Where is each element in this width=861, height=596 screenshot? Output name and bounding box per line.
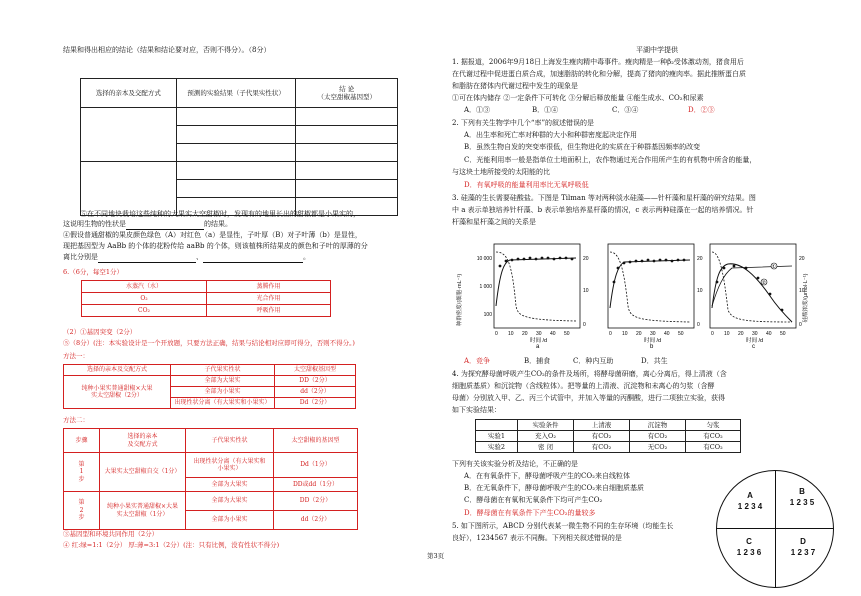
question-5-line2: 这说明生物的性状是 的结果。 (63, 220, 232, 230)
question-6-line2: 现把基因型为 AaBb 的个体的花粉传给 aaBb 的个体，则该植株所结果皮的颜色和子叶的厚薄的分 (63, 242, 368, 250)
q4-results-table (475, 419, 741, 453)
q1-option-b[interactable]: B．①④ (532, 106, 559, 114)
t4-cell: 有CO₂ (574, 442, 630, 453)
design-table (80, 78, 398, 216)
answer-cell: 光合作用 (207, 293, 331, 305)
design-table-cell[interactable] (176, 108, 296, 126)
design-table-cell[interactable] (81, 108, 177, 162)
q1-line3: 和脂肪在猪体内代谢过程中发生的现象是 (452, 82, 578, 90)
x-axis-label: 时间 /d (530, 338, 548, 344)
design-table-cell[interactable] (81, 162, 177, 216)
x-axis-label: 时间 /d (746, 338, 764, 344)
q3-option-d[interactable]: D．共生 (641, 357, 668, 365)
intro-text: 结果和得出相应的结论（结果和结论要对应，否则不得分）。（8分） (63, 46, 271, 54)
q2-option-d[interactable]: D．有氧呼吸的能量利用率比无氧呼吸低 (464, 181, 589, 189)
answer-5: ④ 红:绿=1:1（2分） 厚:薄=3:1（2分）(注：只有比例，没有性状不得分) (63, 541, 280, 549)
t4-header: 匀浆 (686, 420, 741, 431)
t4-cell: 有CO₂ (686, 431, 741, 442)
answer-cell: CO₂ (82, 305, 207, 317)
m1-header: 太空甜椒基因型 (275, 365, 356, 376)
x-tick: 40 (550, 331, 556, 337)
x-tick: 20 (738, 331, 744, 337)
x-tick: 30 (752, 331, 758, 337)
x-tick: 0 (495, 331, 498, 337)
design-table-header-2: 预测的实验结果（子代果实性状） (176, 79, 296, 108)
x-tick: 10 (508, 331, 514, 337)
t4-cell: 无CO₂ (630, 442, 686, 453)
q3-option-c[interactable]: C．种内互助 (573, 357, 614, 365)
answer-blank[interactable] (98, 253, 196, 263)
x-tick: 50 (780, 331, 786, 337)
q4-line2: 细胞质基质）和沉淀物（含线粒体）。把等量的上清液、沉淀物和未离心的匀浆（含酵 (452, 382, 715, 390)
q1-line2: 在代谢过程中促进蛋白质合成，加速脂肪的转化和分解，提高了猪肉的瘦肉率。据此推断蛋白质 (452, 70, 746, 78)
method-2-table (63, 428, 358, 530)
m2-parent-1: 大果实太空甜椒自交（1分） (100, 453, 186, 492)
m2-cell: Dd（1分） (274, 453, 358, 478)
t4-cell: 有CO₂ (574, 431, 630, 442)
y-tick: 1 000 (479, 284, 492, 290)
y-tick: 100 (483, 312, 492, 318)
answer-cell: 水蒸汽（水） (82, 281, 207, 293)
t4-cell: 有CO₂ (686, 442, 741, 453)
answer-4: ③基因型和环境共同作用（2分） (63, 530, 159, 538)
x-tick: 40 (664, 331, 670, 337)
answer-cell: 蒸腾作用 (207, 281, 331, 293)
series-mark-2: ② (761, 280, 766, 286)
q2-stem: 2. 下列有关生物学中几个“率”的叙述错误的是 (452, 119, 595, 127)
diatom-chart (452, 236, 810, 348)
m1-cell: Dd（2分） (275, 398, 356, 409)
q4-option-d[interactable]: D．酵母菌在有氧条件下产生CO₂的量较多 (464, 509, 596, 517)
x-tick: 0 (711, 331, 714, 337)
m1-cell: 出现性状分离（有大果实和小果实） (171, 398, 275, 409)
m2-header: 步骤 (64, 429, 100, 453)
r-tick: 10 (583, 288, 589, 294)
m2-cell: DD（2分） (274, 492, 358, 511)
t4-header: 沉淀物 (630, 420, 686, 431)
r-tick: 0 (583, 322, 586, 328)
x-tick: 50 (678, 331, 684, 337)
r-tick: 0 (799, 322, 802, 328)
answer-cell: O₂ (82, 293, 207, 305)
answer-key-heading: 6.（6分，每空1分） (63, 268, 123, 276)
panel-c (710, 244, 796, 348)
page-number: 第3页 (427, 552, 445, 560)
panel-label-c: c (752, 344, 755, 348)
x-tick: 10 (622, 331, 628, 337)
x-tick: 30 (536, 331, 542, 337)
t4-cell: 实验2 (476, 442, 518, 453)
m2-cell: dd（2分） (274, 511, 358, 530)
y-tick: 10 000 (476, 256, 492, 262)
quadrant-a: A 1 2 3 4 (737, 491, 763, 511)
answer-cell: 呼吸作用 (207, 305, 331, 317)
x-tick: 20 (636, 331, 642, 337)
m1-parent: 纯种小果实普通甜椒×大果 实太空甜椒（2分） (64, 376, 171, 409)
r-tick: 20 (799, 256, 805, 262)
question-6-line3: 离比分别是 、 。 (63, 253, 310, 263)
design-table-cell[interactable] (296, 144, 398, 162)
panel-label-b: b (650, 344, 654, 348)
question-6-line1: ④假设普通甜椒的果皮颜色绿色（A）对红色（a）是显性，子叶厚（B）对子叶薄（b）是显性， (63, 231, 362, 239)
design-table-cell[interactable] (176, 144, 296, 162)
t4-cell: 密 闭 (518, 442, 574, 453)
question-5-line1: ⑤在不同地块栽培这些纯种的大果实太空甜椒时，发现有的地里长出的甜椒都是小果实的， (80, 210, 360, 218)
x-tick: 30 (650, 331, 656, 337)
q4-option-c[interactable]: C．酵母菌在有氧和无氧条件下均可产生CO₂ (464, 496, 603, 504)
method-2-label: 方法二： (63, 416, 89, 424)
m1-cell: 全部为小果实 (171, 387, 275, 398)
method-1-label: 方法一： (63, 352, 89, 360)
answer-table-1 (81, 280, 331, 317)
q3-option-b[interactable]: B．捕食 (524, 357, 551, 365)
m1-header: 选择的亲本及交配方式 (64, 365, 171, 376)
m2-header: 太空甜椒的基因型 (274, 429, 358, 453)
m2-cell: 全部为小果实 (186, 511, 274, 530)
q3-line1: 3. 硅藻的生长需要硅酸盐。下图是 Tilman 等对两种淡水硅藻——针杆藻和星杆藻的研究结果。图 (452, 194, 756, 202)
quadrant-d: D 1 2 3 7 (790, 537, 816, 557)
t4-header: 实验条件 (518, 420, 574, 431)
m2-header: 选择的亲本 及交配方式 (100, 429, 186, 453)
m2-step-1: 第 1 步 (64, 453, 100, 492)
design-table-cell[interactable] (296, 162, 398, 180)
q2-option-b[interactable]: B．虽然生物自发的突变率很低，但生物进化的实质在于种群基因频率的改变 (464, 143, 701, 151)
q4-line1: 4. 为探究酵母菌呼吸产生CO₂的条件及场所，将酵母菌研磨，离心分离后，得上清液（含 (452, 370, 727, 378)
t4-header (476, 420, 518, 431)
r-tick: 20 (583, 256, 589, 262)
m2-cell: 全部为大果实 (186, 492, 274, 511)
series-mark-1: ① (771, 264, 776, 270)
q3-line3: 杆藻和星杆藻之间的关系是 (452, 218, 536, 226)
header-source: 平湖中学提供 (636, 46, 678, 54)
x-tick: 0 (609, 331, 612, 337)
r-tick: 10 (697, 288, 703, 294)
method-1-table (63, 364, 356, 409)
quadrant-b: B 1 2 3 5 (789, 487, 815, 507)
answer-blank[interactable] (203, 253, 303, 263)
q1-option-d[interactable]: D．②③ (688, 106, 715, 114)
panel-b (608, 244, 694, 348)
q5-line2: 良好），1234567 表示不同酶。下列相关叙述错误的是 (452, 534, 622, 542)
design-table-cell[interactable] (296, 126, 398, 144)
m2-step-2: 第 2 步 (64, 492, 100, 530)
q2-option-c[interactable]: C．光能利用率一般是指单位土地面积上，农作物通过光合作用所产生的有机物中所含的能量， (464, 156, 757, 164)
t4-cell: 实验1 (476, 431, 518, 442)
design-table-cell[interactable] (176, 162, 296, 180)
q5-line1: 5. 如下图所示，ABCD 分别代表某一微生物不同的生存环境（均能生长 (452, 522, 674, 530)
q1-line1: 1. 据报道，2006年9月18日上海发生瘦肉精中毒事件。瘦肉精是一种β₂受体激动剂，猪食用后 (452, 58, 744, 66)
r-tick: 20 (697, 256, 703, 262)
answer-3: ⑤（8分）(注：本实验设计是一个开放题，只要方法正确，结果与结论相对应即可得分，否则不得分。) (63, 339, 355, 347)
q3-line2: 中 a 表示单独培养针杆藻、b 表示单独培养星杆藻的情况，c 表示两种硅藻在一起的培养情况。针 (452, 206, 754, 214)
t4-header: 上清液 (574, 420, 630, 431)
x-tick: 50 (564, 331, 570, 337)
design-table-cell[interactable] (296, 108, 398, 126)
t4-cell: 充入O₂ (518, 431, 574, 442)
q4-line3: 母菌）分别放入甲、乙、丙三个试管中，并加入等量的丙酮酸，进行二项独立实验，获得 (452, 394, 725, 402)
m1-cell: DD（2分） (275, 376, 356, 387)
answer-2: （2）①基因突变（2分） (63, 328, 137, 336)
m1-cell: dd（2分） (275, 387, 356, 398)
q4-option-b[interactable]: B．在无氧条件下，酵母菌呼吸产生的CO₂来自细胞质基质 (464, 484, 645, 492)
y-axis-label-left: 种群密度/(细胞·mL⁻¹) (457, 273, 463, 327)
m2-cell: 出现性状分离（有大果实和 小果实） (186, 453, 274, 478)
q1-items: ①可在体内储存 ②一定条件下可转化 ③分解后释放能量 ④能生成水、CO₂和尿素 (452, 94, 704, 102)
panel-label-a: a (536, 344, 540, 348)
r-tick: 10 (799, 288, 805, 294)
x-tick: 10 (724, 331, 730, 337)
design-table-cell[interactable] (176, 126, 296, 144)
m2-cell: 全部为大果实 (186, 478, 274, 492)
q4-line4: 如下实验结果： (452, 406, 501, 414)
m1-cell: 全部为大果实 (171, 376, 275, 387)
q2-option-c-cont: 与这块土地所接受的太阳能的比 (452, 168, 550, 176)
q4-option-a[interactable]: A．在有氧条件下，酵母菌呼吸产生的CO₂来自线粒体 (464, 472, 630, 480)
q3-option-a[interactable]: A．竞争 (464, 357, 491, 365)
q1-option-c[interactable]: C．③④ (612, 106, 639, 114)
design-table-cell[interactable] (296, 180, 398, 198)
m1-header: 子代果实性状 (171, 365, 275, 376)
x-tick: 40 (766, 331, 772, 337)
quadrant-c: C 1 2 3 6 (736, 537, 762, 557)
design-table-header-1: 选择的亲本及交配方式 (81, 79, 177, 108)
design-table-cell[interactable] (176, 180, 296, 198)
m2-cell: DD或dd（1分） (274, 478, 358, 492)
design-table-header-3: 结 论 （太空甜椒基因型） (296, 79, 398, 108)
r-tick: 0 (697, 322, 700, 328)
q4-lead: 下列有关该实验分析及结论，不正确的是 (452, 460, 578, 468)
answer-blank[interactable] (126, 220, 204, 230)
q1-option-a[interactable]: A．①③ (464, 106, 491, 114)
panel-a (494, 244, 580, 348)
m2-parent-2: 纯种小果实普通甜椒×大果 实太空甜椒（1分） (100, 492, 186, 530)
x-tick: 20 (522, 331, 528, 337)
enzyme-circle-diagram (716, 470, 834, 588)
y-axis-label-right: 硅酸浓度/(μmol·L⁻¹) (803, 273, 809, 323)
x-axis-label: 时间 /d (644, 338, 662, 344)
m2-header: 子代果实性状 (186, 429, 274, 453)
t4-cell: 有CO₂ (630, 431, 686, 442)
q2-option-a[interactable]: A．出生率和死亡率对种群的大小和种群密度起决定作用 (464, 131, 638, 139)
